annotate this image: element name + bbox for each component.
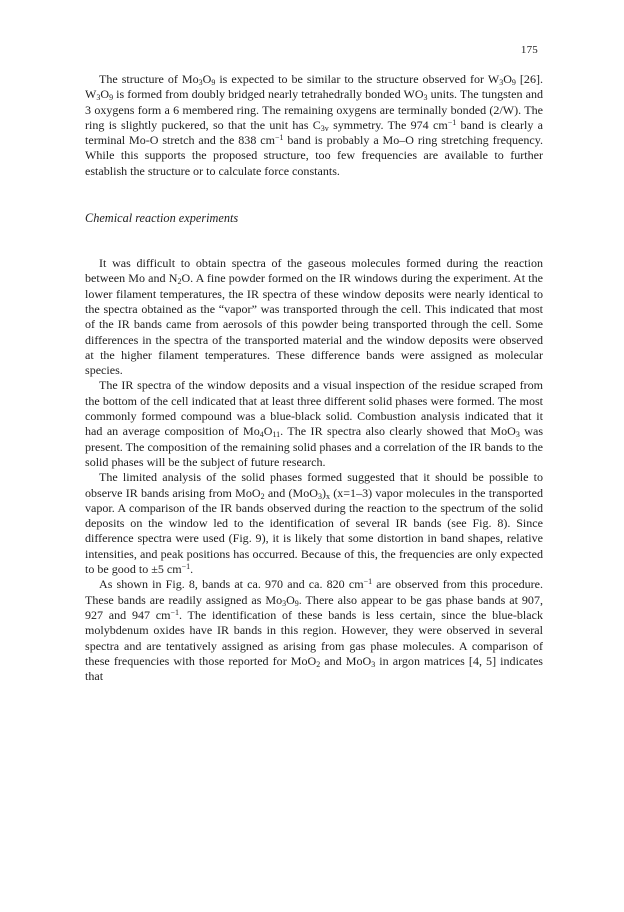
paragraph-reaction: It was difficult to obtain spectra of the gaseous molecules formed during the reaction between Mo and $N_2O$. A fine powder formed on the IR windows during the experiment. At the lower filament temperatures, the IR spectra of these window deposits were nearly identical to the spectra obtained as the “vapor” was transported through the cell. This indicated that most of the IR bands came from aerosols of this powder being transported through the cell. Some differences in the spectra of the transported material and the window deposits were observed at the higher filament temperatures. These difference bands were assigned as molecular species. (85, 256, 543, 378)
paragraph-solid-phases: The IR spectra of the window deposits and a visual inspection of the residue scraped from the bottom of the cell indicated that at least three different solid phases were formed. The most commonly formed compound was a blue-black solid. Combustion analysis indicated that it had an average composition of $Mo_4O_{11}$. The IR spectra also clearly showed that MoO$_3$ was present. The composition of the remaining solid phases and a correlation of the IR bands to the solid phases will be the subject of future research. (85, 378, 544, 469)
paragraph-structure: The structure of $Mo_3O_9$ is expected to be similar to the structure observed for $W_3O_9$ [26]. $W_3O_9$ is formed from doubly bridged nearly tetrahedrally bonded $WO_3$ units. The tungsten and 3 oxygens form a 6 membered ring. The remaining oxygens are terminally bonded (2/W). The ring is slightly puckered, so that the unit has $C_{3v}$ symmetry. The 974 $cm^{-1}$ band is clearly a terminal Mo-O stretch and the 838 $cm^{-1}$ band is probably a Mo–O ring stretching frequency. While this supports the proposed structure, too few frequencies are available to further establish the structure or to calculate force constants. (85, 72, 543, 178)
page-number: 175 (520, 44, 538, 56)
page-body (85, 72, 543, 684)
paragraph-vapor-analysis: The limited analysis of the solid phases formed suggested that it should be possible to observe IR bands arising from MoO$_2$ and $(MoO_3)_x$ (x=1–3) vapor molecules in the transported vapor. A comparison of the IR bands observed during the reaction to the spectrum of the solid deposits on the window led to the identification of several IR bands (see Fig. 8). Since difference spectra were used (Fig. 9), it is likely that some distortion in band shapes, relative intensities, and peak positions has occurred. Because of this, the frequencies are only expected to be good to ±5 $cm^{-1}$. (85, 470, 543, 577)
paragraph-band-assignment: As shown in Fig. 8, bands at ca. 970 and ca. 820 $cm^{-1}$ are observed from this procedure. These bands are readily assigned as $Mo_3O_9$. There also appear to be gas phase bands at 907, 927 and 947 $cm^{-1}$. The identification of these bands is less certain, since the blue-black molybdenum oxides have IR bands in this region. However, they were observed in several spectra and are tentatively assigned as arising from gas phase molecules. A comparison of these frequencies with those reported for MoO$_2$ and MoO$_3$ in argon matrices [4, 5] indicates that (85, 577, 543, 684)
section-heading: Chemical reaction experiments (85, 211, 239, 226)
